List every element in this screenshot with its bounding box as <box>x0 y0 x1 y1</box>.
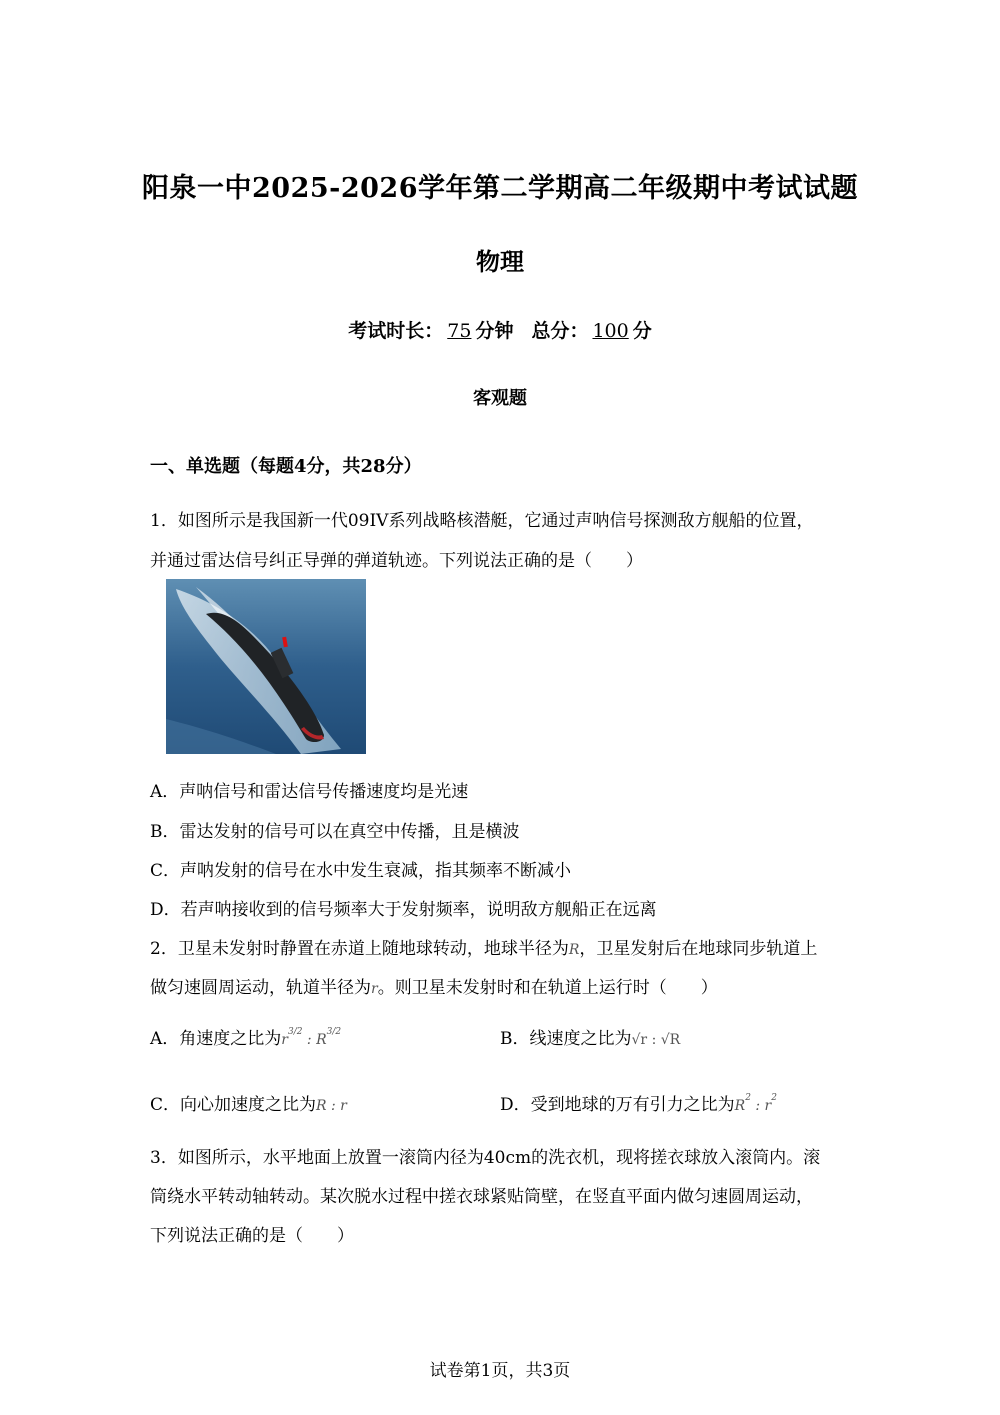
duration-label: 考试时长： <box>348 320 444 342</box>
q2-option-b-text: B．线速度之比为 <box>500 1029 632 1049</box>
q2-option-b <box>500 1024 680 1049</box>
total-label: 总分： <box>531 320 589 342</box>
q2-option-c <box>150 1090 347 1115</box>
q2-stem-line2 <box>150 973 718 998</box>
q2-option-b-formula: √r : √R <box>631 1032 681 1048</box>
total-value: 100 <box>592 320 629 342</box>
q3-stem-line2: 筒绕水平转动轴转动。某次脱水过程中搓衣球紧贴筒壁，在竖直平面内做匀速圆周运动， <box>150 1187 813 1207</box>
submarine-image <box>166 579 366 754</box>
duration-value: 75 <box>447 320 472 342</box>
q2-var-R: R <box>568 942 580 958</box>
q3-stem-line1: 3．如图所示，水平地面上放置一滚筒内径为40cm的洗衣机，现将搓衣球放入滚筒内。滚 <box>150 1148 821 1168</box>
q1-stem-line2: 并通过雷达信号纠正导弹的弹道轨迹。下列说法正确的是（ ） <box>150 551 643 571</box>
total-unit: 分 <box>632 320 652 342</box>
duration-unit: 分钟 <box>475 320 514 342</box>
q1-option-d: D．若声呐接收到的信号频率大于发射频率，说明敌方舰船正在远离 <box>150 900 657 920</box>
q1-option-b: B．雷达发射的信号可以在真空中传播，且是横波 <box>150 822 520 842</box>
exam-meta <box>0 316 1000 343</box>
q1-option-a: A．声呐信号和雷达信号传播速度均是光速 <box>150 782 469 802</box>
page-footer: 试卷第1页，共3页 <box>429 1361 571 1381</box>
q2-line2-pre: 做匀速圆周运动，轨道半径为 <box>150 978 371 998</box>
q1-option-c: C．声呐发射的信号在水中发生衰减，指其频率不断减小 <box>150 861 572 881</box>
q2-option-a-text: A．角速度之比为 <box>150 1029 282 1049</box>
q2-option-d <box>500 1090 777 1115</box>
q2-option-d-formula: $R^2$ : $r^2$ <box>734 1093 777 1114</box>
q1-stem-line1: 1．如图所示是我国新一代09IV系列战略核潜艇，它通过声呐信号探测敌方舰船的位置， <box>150 511 814 531</box>
q2-option-a-formula: $r^{3/2}$ : $R^{3/2}$ <box>281 1027 342 1048</box>
objective-heading: 客观题 <box>473 388 527 409</box>
q2-option-c-text: C．向心加速度之比为 <box>150 1095 317 1115</box>
q2-option-a <box>150 1024 341 1049</box>
q2-stem-line1 <box>150 934 817 959</box>
q2-option-d-text: D．受到地球的万有引力之比为 <box>500 1095 735 1115</box>
q2-var-r: r <box>371 981 378 997</box>
q2-line1-post: ，卫星发射后在地球同步轨道上 <box>579 939 818 959</box>
q3-stem-line3: 下列说法正确的是（ ） <box>150 1226 354 1246</box>
q2-line2-post: 。则卫星未发射时和在轨道上运行时（ ） <box>377 978 718 998</box>
exam-subject: 物理 <box>476 247 524 276</box>
q2-option-c-formula: R : r <box>316 1098 347 1114</box>
section-heading: 一、单选题（每题4分，共28分） <box>150 456 422 477</box>
q2-line1-pre: 2．卫星未发射时静置在赤道上随地球转动，地球半径为 <box>150 939 569 959</box>
exam-title: 阳泉一中2025-2026学年第二学期高二年级期中考试试题 <box>142 173 858 204</box>
